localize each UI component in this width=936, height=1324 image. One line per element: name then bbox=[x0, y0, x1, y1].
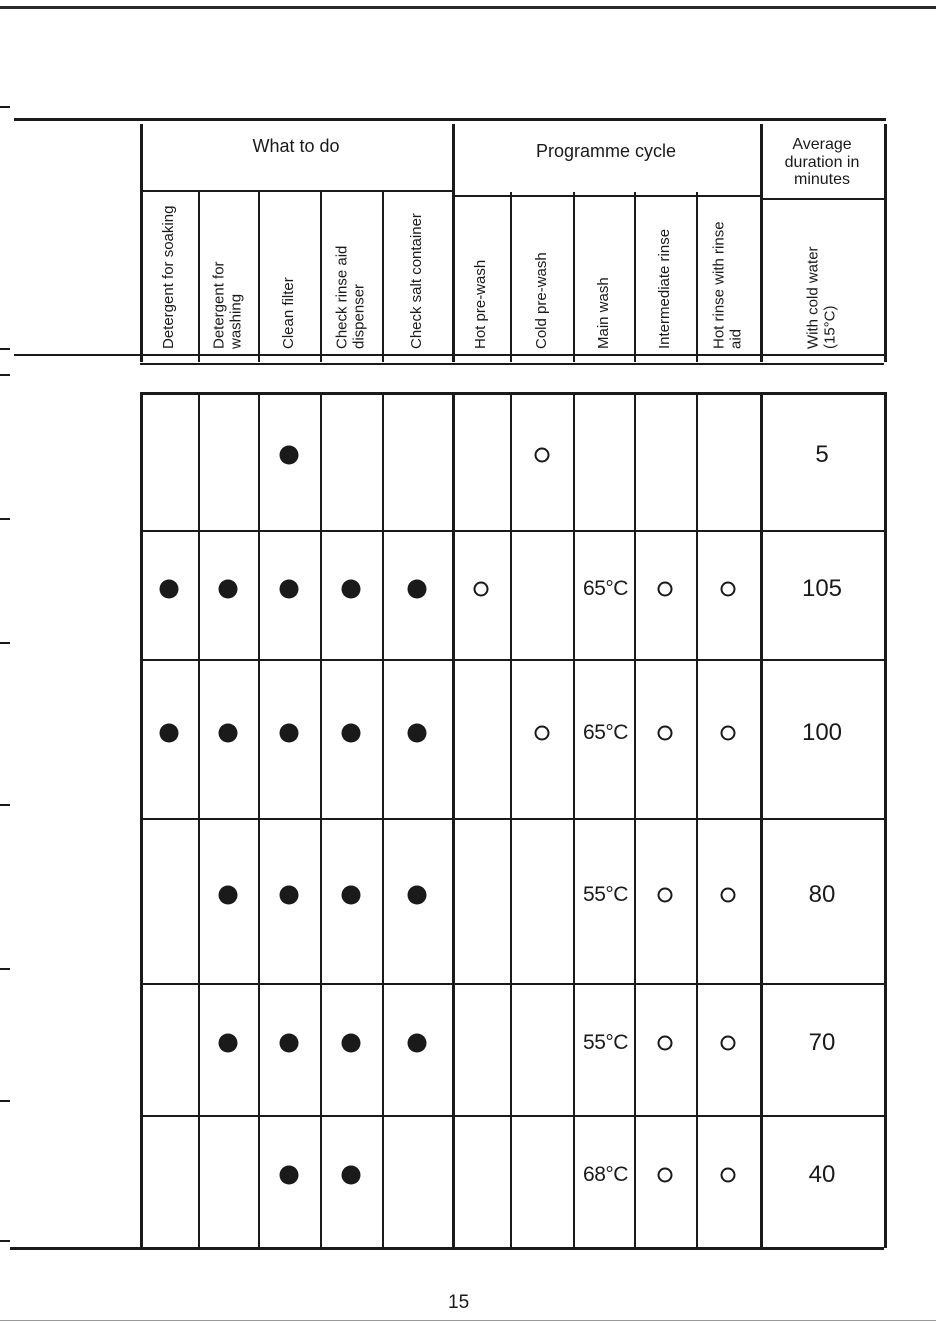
group-divider-what-to-do bbox=[140, 190, 452, 192]
filled-dot-icon bbox=[280, 1166, 299, 1185]
hollow-circle-icon bbox=[534, 725, 549, 740]
filled-dot-icon bbox=[408, 579, 427, 598]
column-header-9 bbox=[634, 200, 696, 352]
hollow-circle-icon bbox=[474, 581, 489, 596]
column-header-label: Detergent for washing bbox=[210, 261, 244, 349]
column-header-2 bbox=[198, 200, 258, 352]
body-column-line bbox=[320, 392, 322, 1248]
column-header-label: Intermediate rinse bbox=[655, 228, 673, 349]
column-header-11 bbox=[760, 200, 884, 352]
body-column-line bbox=[258, 392, 260, 1248]
body-column-line bbox=[884, 392, 887, 1248]
hollow-circle-icon bbox=[534, 448, 549, 463]
top-rule bbox=[0, 6, 936, 9]
duration-value: 70 bbox=[808, 1029, 836, 1056]
row-divider bbox=[140, 530, 884, 532]
main-wash-temperature: 55°C bbox=[583, 882, 628, 906]
body-column-line bbox=[634, 392, 636, 1248]
column-header-10 bbox=[696, 200, 760, 352]
hollow-circle-icon bbox=[658, 725, 673, 740]
hollow-circle-icon bbox=[721, 887, 736, 902]
header-what-to-do: What to do bbox=[252, 136, 340, 156]
column-header-8 bbox=[573, 200, 634, 352]
duration-value: 40 bbox=[808, 1161, 836, 1188]
page-number: 15 bbox=[448, 1292, 470, 1313]
main-wash-temperature: 65°C bbox=[583, 720, 628, 744]
margin-tick bbox=[0, 348, 10, 350]
filled-dot-icon bbox=[160, 723, 179, 742]
body-column-line bbox=[573, 392, 575, 1248]
header-average-duration: Average duration in minutes bbox=[784, 136, 860, 189]
header-programme-cycle: Programme cycle bbox=[535, 141, 677, 161]
body-column-line bbox=[140, 392, 143, 1248]
filled-dot-icon bbox=[342, 1166, 361, 1185]
body-top-rule bbox=[140, 392, 884, 395]
margin-tick bbox=[0, 106, 10, 108]
margin-tick bbox=[0, 374, 10, 376]
header-bottom-rule bbox=[14, 354, 886, 356]
filled-dot-icon bbox=[342, 885, 361, 904]
duration-value: 100 bbox=[801, 718, 843, 746]
filled-dot-icon bbox=[342, 579, 361, 598]
column-header-4 bbox=[320, 200, 382, 352]
column-header-1 bbox=[140, 200, 198, 352]
column-header-label: Main wash bbox=[594, 277, 612, 349]
header-column-line bbox=[884, 124, 887, 362]
duration-value: 80 bbox=[808, 880, 836, 908]
main-wash-temperature: 68°C bbox=[583, 1163, 628, 1186]
filled-dot-icon bbox=[280, 723, 299, 742]
row-divider bbox=[140, 1115, 884, 1117]
filled-dot-icon bbox=[280, 579, 299, 598]
filled-dot-icon bbox=[160, 579, 179, 598]
hollow-circle-icon bbox=[658, 887, 673, 902]
margin-tick bbox=[0, 1100, 10, 1102]
column-header-5 bbox=[382, 200, 452, 352]
margin-tick bbox=[0, 642, 10, 644]
hollow-circle-icon bbox=[658, 581, 673, 596]
hollow-circle-icon bbox=[721, 1168, 736, 1183]
column-header-3 bbox=[258, 200, 320, 352]
column-header-label: Cold pre-wash bbox=[532, 252, 550, 349]
margin-tick bbox=[0, 804, 10, 806]
hollow-circle-icon bbox=[721, 725, 736, 740]
filled-dot-icon bbox=[280, 1034, 299, 1053]
body-column-line bbox=[198, 392, 200, 1248]
body-column-line bbox=[696, 392, 698, 1248]
margin-tick bbox=[0, 968, 10, 970]
filled-dot-icon bbox=[219, 1034, 238, 1053]
filled-dot-icon bbox=[408, 723, 427, 742]
column-header-label: Hot pre-wash bbox=[471, 259, 489, 349]
bottom-rule bbox=[0, 1320, 936, 1321]
header-bottom-rule-2 bbox=[140, 363, 884, 365]
main-wash-temperature: 55°C bbox=[583, 1031, 628, 1054]
hollow-circle-icon bbox=[721, 1036, 736, 1051]
hollow-circle-icon bbox=[721, 581, 736, 596]
column-header-label: Detergent for soaking bbox=[159, 205, 177, 349]
column-header-label: Check rinse aid dispenser bbox=[333, 245, 367, 349]
filled-dot-icon bbox=[219, 885, 238, 904]
body-column-line bbox=[452, 392, 455, 1248]
hollow-circle-icon bbox=[658, 1036, 673, 1051]
body-column-line bbox=[510, 392, 512, 1248]
group-divider-programme bbox=[452, 195, 760, 197]
filled-dot-icon bbox=[219, 723, 238, 742]
column-header-6 bbox=[452, 200, 510, 352]
main-wash-temperature: 65°C bbox=[583, 576, 628, 600]
margin-tick bbox=[0, 1240, 10, 1242]
row-divider bbox=[140, 659, 884, 661]
filled-dot-icon bbox=[280, 885, 299, 904]
filled-dot-icon bbox=[280, 446, 299, 465]
duration-value: 105 bbox=[801, 574, 843, 602]
margin-tick bbox=[0, 518, 10, 520]
header-top-rule bbox=[14, 118, 886, 121]
row-divider bbox=[140, 818, 884, 820]
hollow-circle-icon bbox=[658, 1168, 673, 1183]
filled-dot-icon bbox=[342, 1034, 361, 1053]
filled-dot-icon bbox=[408, 1034, 427, 1053]
filled-dot-icon bbox=[342, 723, 361, 742]
column-header-label: Hot rinse with rinse aid bbox=[710, 221, 744, 349]
filled-dot-icon bbox=[408, 885, 427, 904]
column-header-7 bbox=[510, 200, 573, 352]
body-column-line bbox=[382, 392, 384, 1248]
duration-value: 5 bbox=[815, 441, 829, 468]
row-divider bbox=[140, 983, 884, 985]
filled-dot-icon bbox=[219, 579, 238, 598]
column-header-label: With cold water (15°C) bbox=[804, 246, 838, 349]
column-header-label: Check salt container bbox=[407, 213, 425, 349]
body-column-line bbox=[760, 392, 763, 1248]
column-header-label: Clean filter bbox=[279, 277, 297, 349]
